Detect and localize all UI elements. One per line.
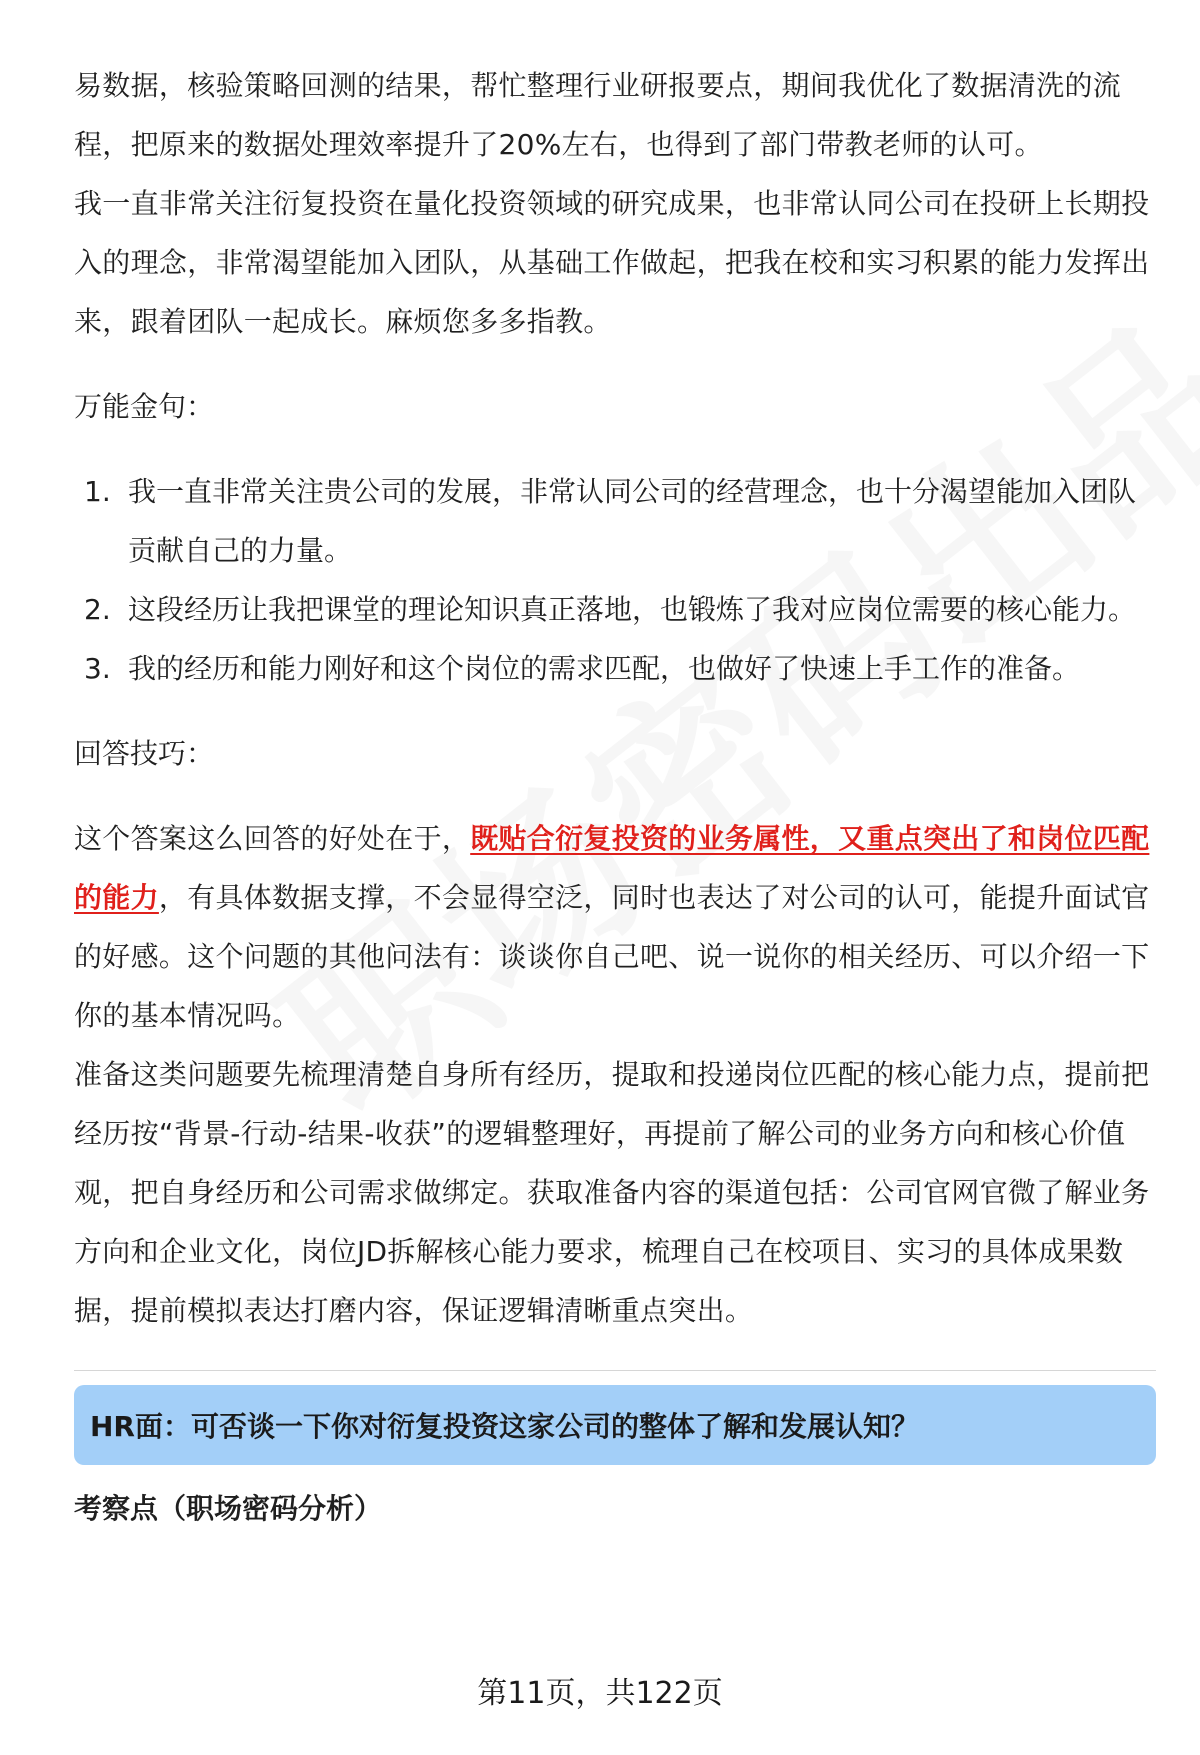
list-item [74,639,1156,698]
list-item-number: 1. [84,475,111,508]
tips-highlight: 既贴合衍复投资的业务属性，又重点突出了和岗位匹配的能力 [74,822,1150,914]
answer-tips-label: 回答技巧： [74,737,215,770]
golden-sentences-list [74,462,1156,698]
list-item-text: 这段经历让我把课堂的理论知识真正落地，也锻炼了我对应岗位需要的核心能力。 [128,593,1137,626]
list-item [74,580,1156,639]
paragraph-motivation: 我一直非常关注衍复投资在量化投资领域的研究成果，也非常认同公司在投研上长期投入的理念，非常渴望能加入团队，从基础工作做起，把我在校和实习积累的能力发挥出来，跟着团队一起成长。麻烦您多多指教。 [74,187,1150,338]
page-number-footer: 第11页，共122页 [477,1676,723,1711]
list-item-number: 3. [84,652,111,685]
paragraph-experience: 易数据，核验策略回测的结果，帮忙整理行业研报要点，期间我优化了数据清洗的流程，把原来的数据处理效率提升了20%左右，也得到了部门带教老师的认可。 [74,69,1122,161]
paragraph-tips-benefit [74,809,1156,1045]
list-item-number: 2. [84,593,111,626]
list-item-text: 我一直非常关注贵公司的发展，非常认同公司的经营理念，也十分渴望能加入团队贡献自己的力量。 [128,475,1137,567]
hr-question-text: HR面：可否谈一下你对衍复投资这家公司的整体了解和发展认知？ [90,1410,919,1443]
hr-question-box [74,1385,1156,1465]
tips-text-post: ，有具体数据支撑，不会显得空泛，同时也表达了对公司的认可，能提升面试官的好感。这个问题的其他问法有：谈谈你自己吧、说一说你的相关经历、可以介绍一下你的基本情况吗。 [74,881,1150,1032]
document-page [74,56,1156,1538]
list-item-text: 我的经历和能力刚好和这个岗位的需求匹配，也做好了快速上手工作的准备。 [128,652,1081,685]
golden-sentences-label: 万能金句： [74,390,215,423]
paragraph-tips-preparation: 准备这类问题要先梳理清楚自身所有经历，提取和投递岗位匹配的核心能力点，提前把经历按“背景-行动-结果-收获”的逻辑整理好，再提前了解公司的业务方向和核心价值观，把自身经历和公司需求做绑定。获取准备内容的渠道包括：公司官网官微了解业务方向和企业文化，岗位JD拆解核心能力要求，梳理自己在校项目、实习的具体成果数据，提前模拟表达打磨内容，保证逻辑清晰重点突出。 [74,1058,1150,1327]
exam-point-heading: 考察点（职场密码分析） [74,1492,383,1525]
tips-text-pre: 这个答案这么回答的好处在于， [74,822,471,855]
list-item [74,462,1156,580]
